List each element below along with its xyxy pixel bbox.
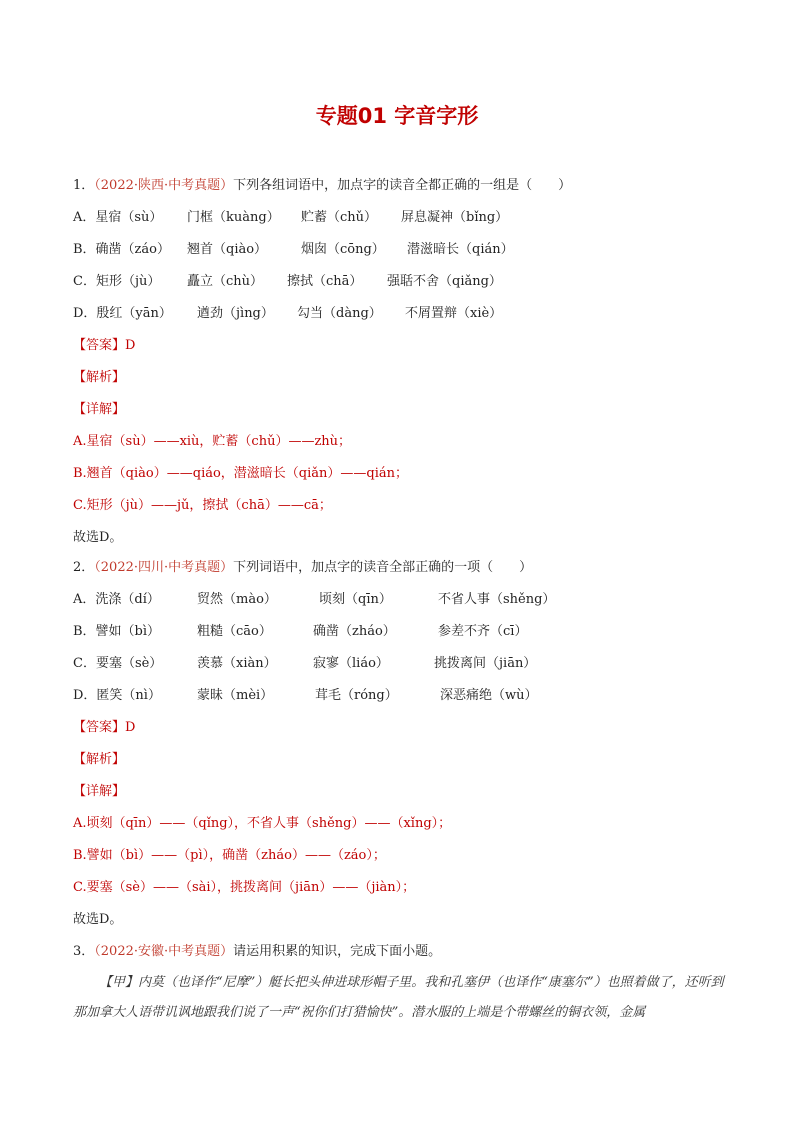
option-word: 挑拨离间（jiān）: [434, 656, 537, 671]
question-source: （2022·陕西·中考真题）: [94, 178, 234, 193]
option-word: 深恶痛绝（wù）: [440, 688, 538, 703]
q1-option-a: [73, 208, 508, 228]
answer-label: 【答案】D: [73, 720, 136, 735]
option-word: 确凿（zháo）: [313, 624, 396, 639]
analysis-label: 【解析】: [73, 752, 126, 767]
explanation-line: B.譬如（bì）——（pì），确凿（zháo）——（záo）；: [73, 848, 386, 863]
q1-option-c: [73, 272, 502, 292]
question-1-stem: [73, 176, 571, 196]
question-number: 2．: [73, 560, 95, 575]
question-2-stem: [73, 558, 532, 578]
option-word: 潜滋暗长（qián）: [407, 242, 514, 257]
option-word: B．确凿（záo）: [73, 242, 170, 257]
option-word: 顷刻（qīn）: [319, 592, 392, 607]
explanation-line: C.矩形（jù）——jǔ，擦拭（chā）——cā；: [73, 498, 332, 513]
conclusion: 故选D。: [73, 912, 123, 927]
q2-option-a: [73, 590, 555, 610]
option-word: A．洗涤（dí）: [73, 592, 160, 607]
explanation-line: A.星宿（sù）——xiù，贮蓄（chǔ）——zhù；: [73, 434, 352, 449]
option-word: 蒙昧（mèi）: [197, 688, 274, 703]
question-text: 下列词语中，加点字的读音全部正确的一项（ ）: [233, 560, 533, 575]
page-title: 专题01 字音字形: [315, 104, 479, 128]
option-word: 擦拭（chā）: [287, 274, 363, 289]
answer-label: 【答案】D: [73, 338, 136, 353]
option-word: 门框（kuàng）: [187, 210, 280, 225]
option-word: 烟囱（cōng）: [301, 242, 385, 257]
option-word: 寂寥（liáo）: [313, 656, 389, 671]
option-word: D．匿笑（nì）: [73, 688, 161, 703]
question-number: 1．: [73, 178, 95, 193]
option-word: D．殷红（yān）: [73, 306, 172, 321]
option-word: 勾当（dàng）: [297, 306, 382, 321]
option-word: C．矩形（jù）: [73, 274, 161, 289]
option-word: B．譬如（bì）: [73, 624, 161, 639]
option-word: 茸毛（róng）: [315, 688, 398, 703]
q2-option-c: [73, 654, 536, 674]
option-word: A．星宿（sù）: [73, 210, 163, 225]
reading-passage: 【甲】内莫（也译作“尼摩”）艇长把头伸进球形帽子里。我和孔塞伊（也译作“康塞尔”）也照着做了，还听到那加拿大人语带讥讽地跟我们说了一声“祝你们打猎愉快”。潜水服的上端是个带螺丝的铜衣领，金属: [73, 975, 724, 1020]
detail-label: 【详解】: [73, 784, 126, 799]
question-number: 3．: [73, 944, 95, 959]
question-source: （2022·安徽·中考真题）: [94, 944, 234, 959]
question-source: （2022·四川·中考真题）: [94, 560, 234, 575]
q2-option-b: [73, 622, 527, 642]
question-3-stem: [73, 942, 441, 962]
question-text: 请运用积累的知识，完成下面小题。: [233, 944, 442, 959]
conclusion: 故选D。: [73, 530, 123, 545]
analysis-label: 【解析】: [73, 370, 126, 385]
q2-option-d: [73, 686, 538, 706]
explanation-line: A.顷刻（qīn）——（qǐng），不省人事（shěng）——（xǐng）；: [73, 816, 452, 831]
option-word: 粗糙（cāo）: [197, 624, 272, 639]
option-word: 不屑置辩（xiè）: [405, 306, 503, 321]
detail-label: 【详解】: [73, 402, 126, 417]
option-word: 翘首（qiào）: [187, 242, 268, 257]
option-word: 贮蓄（chǔ）: [301, 210, 378, 225]
explanation-line: C.要塞（sè）——（sài），挑拨离间（jiān）——（jiàn）；: [73, 880, 416, 895]
option-word: 矗立（chù）: [187, 274, 264, 289]
option-word: 屏息凝神（bǐng）: [401, 210, 509, 225]
explanation-line: B.翘首（qiào）——qiáo，潜滋暗长（qiǎn）——qián；: [73, 466, 409, 481]
option-word: 贸然（mào）: [197, 592, 277, 607]
option-word: 参差不齐（cī）: [438, 624, 528, 639]
q1-option-b: [73, 240, 514, 260]
option-word: 强聒不舍（qiǎng）: [387, 274, 502, 289]
option-word: 遒劲（jìng）: [197, 306, 274, 321]
q1-option-d: [73, 304, 502, 324]
option-word: C．要塞（sè）: [73, 656, 163, 671]
option-word: 羡慕（xiàn）: [197, 656, 277, 671]
option-word: 不省人事（shěng）: [438, 592, 556, 607]
question-text: 下列各组词语中，加点字的读音全都正确的一组是（ ）: [233, 178, 572, 193]
